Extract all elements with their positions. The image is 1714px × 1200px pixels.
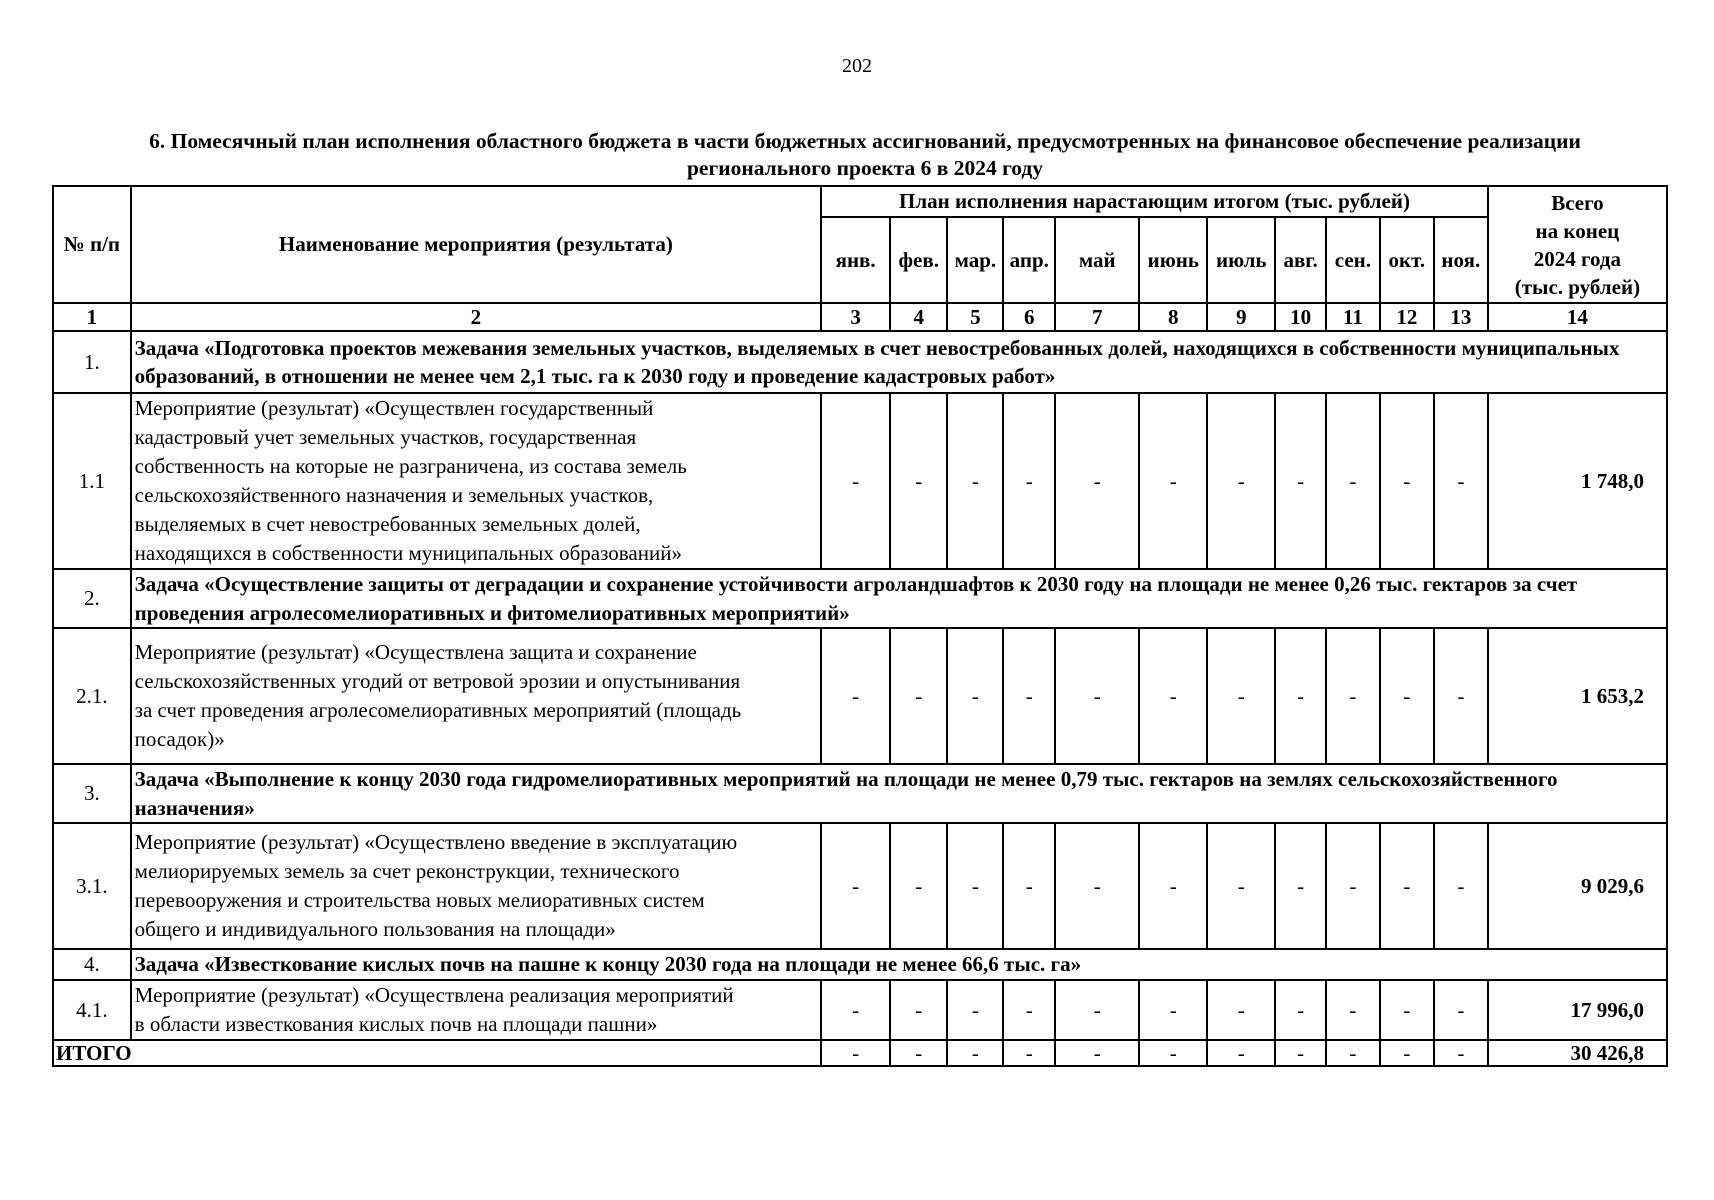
measure-row (53, 823, 1667, 949)
column-number: 9 (1207, 303, 1275, 331)
month-value: - (1434, 823, 1488, 949)
month-value: - (1207, 628, 1275, 764)
month-value: - (1207, 980, 1275, 1040)
month-value: - (1326, 628, 1380, 764)
task-row (53, 949, 1667, 980)
total-value: 17 996,0 (1488, 980, 1667, 1040)
header-month: сен. (1326, 217, 1380, 303)
month-value: - (1434, 980, 1488, 1040)
measure-title-line: находящихся в собственности муниципальных образований» (134, 541, 682, 565)
header-month: июль (1207, 217, 1275, 303)
row-number: 2.1. (53, 628, 131, 764)
month-value: - (1207, 393, 1275, 569)
month-value: - (1275, 980, 1326, 1040)
row-number: 4.1. (53, 980, 131, 1040)
itogo-month-value: - (1380, 1040, 1434, 1066)
task-row (53, 569, 1667, 628)
measure-title-line: Мероприятие (результат) «Осуществлен государственный (134, 396, 654, 420)
total-value: 1 653,2 (1488, 628, 1667, 764)
measure-title-line: перевооружения и строительства новых мелиоративных систем (134, 888, 705, 912)
month-value: - (1055, 823, 1139, 949)
measure-title (131, 393, 821, 569)
row-number: 4. (53, 949, 131, 980)
month-value: - (1434, 393, 1488, 569)
column-number: 14 (1488, 303, 1667, 331)
column-number: 8 (1139, 303, 1207, 331)
itogo-month-value: - (821, 1040, 890, 1066)
header-name: Наименование мероприятия (результата) (131, 186, 821, 303)
month-value: - (947, 980, 1003, 1040)
measure-title-line: сельскохозяйственных угодий от ветровой эрозии и опустынивания (134, 669, 741, 693)
column-number: 10 (1275, 303, 1326, 331)
month-value: - (1055, 980, 1139, 1040)
month-value: - (821, 393, 890, 569)
month-value: - (1275, 628, 1326, 764)
itogo-month-value: - (1434, 1040, 1488, 1066)
measure-title-line: Мероприятие (результат) «Осуществлена защита и сохранение (134, 640, 697, 664)
total-value: 1 748,0 (1488, 393, 1667, 569)
month-value: - (1326, 980, 1380, 1040)
row-number: 1. (53, 331, 131, 393)
measure-title-line: Мероприятие (результат) «Осуществлена реализация мероприятий (134, 983, 734, 1007)
task-title: Задача «Подготовка проектов межевания земельных участков, выделяемых в счет невостребованных долей, находящихся в собственности муниципальных образований, в отношении не менее чем 2,1 тыс. га к 2030 году и проведение кадастровых работ» (131, 331, 1667, 393)
month-value: - (1055, 628, 1139, 764)
itogo-total-value: 30 426,8 (1488, 1040, 1667, 1066)
measure-title (131, 823, 821, 949)
budget-plan-table (52, 185, 1668, 1067)
itogo-label: ИТОГО (53, 1040, 821, 1066)
header-month: окт. (1380, 217, 1434, 303)
column-number: 3 (821, 303, 890, 331)
measure-title-line: в области известкования кислых почв на площади пашни» (134, 1012, 658, 1036)
month-value: - (1380, 980, 1434, 1040)
header-month: мар. (947, 217, 1003, 303)
month-value: - (1434, 628, 1488, 764)
measure-title-line: сельскохозяйственного назначения и земельных участков, (134, 483, 654, 507)
month-value: - (947, 823, 1003, 949)
measure-title-line: посадок)» (134, 727, 225, 751)
measure-title-line: выделяемых в счет невостребованных земельных долей, (134, 512, 641, 536)
month-value: - (1003, 823, 1055, 949)
column-number: 2 (131, 303, 821, 331)
itogo-month-value: - (890, 1040, 947, 1066)
month-value: - (890, 980, 947, 1040)
month-value: - (947, 393, 1003, 569)
measure-title-line: мелиорируемых земель за счет реконструкции, технического (134, 859, 680, 883)
month-value: - (1275, 393, 1326, 569)
month-value: - (1380, 393, 1434, 569)
header-total (1488, 186, 1667, 303)
month-value: - (1380, 823, 1434, 949)
month-value: - (1326, 823, 1380, 949)
itogo-month-value: - (1055, 1040, 1139, 1066)
row-number: 2. (53, 569, 131, 628)
column-number: 6 (1003, 303, 1055, 331)
measure-title-line: общего и индивидуального пользования на площади» (134, 917, 616, 941)
header-total-line-2: на конец (1535, 218, 1620, 243)
itogo-month-value: - (947, 1040, 1003, 1066)
header-month: янв. (821, 217, 890, 303)
column-number: 11 (1326, 303, 1380, 331)
header-total-line-3: 2024 года (1533, 246, 1622, 271)
header-month: авг. (1275, 217, 1326, 303)
title-line-1: 6. Помесячный план исполнения областного бюджета в части бюджетных ассигнований, предусмотренных на финансовое обеспечение реализации (149, 129, 1581, 153)
itogo-month-value: - (1326, 1040, 1380, 1066)
month-value: - (890, 393, 947, 569)
row-number: 3. (53, 764, 131, 823)
itogo-month-value: - (1139, 1040, 1207, 1066)
month-value: - (1207, 823, 1275, 949)
header-num: № п/п (53, 186, 131, 303)
task-title: Задача «Выполнение к концу 2030 года гидромелиоративных мероприятий на площади не менее 0,79 тыс. гектаров на землях сельскохозяйственного назначения» (131, 764, 1667, 823)
title-line-2: регионального проекта 6 в 2024 году (686, 156, 1044, 180)
task-title: Задача «Известкование кислых почв на пашне к концу 2030 года на площади не менее 66,6 тыс. га» (131, 949, 1667, 980)
column-numbers-row (53, 303, 1667, 331)
month-value: - (1003, 628, 1055, 764)
header-month: ноя. (1434, 217, 1488, 303)
itogo-month-value: - (1207, 1040, 1275, 1066)
header-month: фев. (890, 217, 947, 303)
measure-title (131, 980, 821, 1040)
measure-row (53, 628, 1667, 764)
task-title: Задача «Осуществление защиты от деградации и сохранение устойчивости агроландшафтов к 2030 году на площади не менее 0,26 тыс. гектаров за счет проведения агролесомелиоративных и фитомелиоративных мероприятий» (131, 569, 1667, 628)
month-value: - (1326, 393, 1380, 569)
month-value: - (1380, 628, 1434, 764)
month-value: - (1139, 980, 1207, 1040)
month-value: - (1275, 823, 1326, 949)
measure-title-line: Мероприятие (результат) «Осуществлено введение в эксплуатацию (134, 830, 738, 854)
month-value: - (890, 628, 947, 764)
header-total-line-1: Всего (1551, 190, 1604, 215)
itogo-month-value: - (1003, 1040, 1055, 1066)
measure-title-line: за счет проведения агролесомелиоративных мероприятий (площадь (134, 698, 742, 722)
document-title (70, 128, 1660, 182)
month-value: - (1139, 393, 1207, 569)
measure-title (131, 628, 821, 764)
column-number: 7 (1055, 303, 1139, 331)
itogo-month-value: - (1275, 1040, 1326, 1066)
measure-title-line: кадастровый учет земельных участков, государственная (134, 425, 637, 449)
page-number: 202 (842, 55, 872, 77)
month-value: - (890, 823, 947, 949)
header-total-line-4: (тыс. рублей) (1514, 274, 1641, 299)
column-number: 12 (1380, 303, 1434, 331)
header-month: апр. (1003, 217, 1055, 303)
month-value: - (1055, 393, 1139, 569)
header-month: май (1055, 217, 1139, 303)
total-value: 9 029,6 (1488, 823, 1667, 949)
task-row (53, 764, 1667, 823)
month-value: - (947, 628, 1003, 764)
task-row (53, 331, 1667, 393)
header-month: июнь (1139, 217, 1207, 303)
month-value: - (1139, 823, 1207, 949)
measure-row (53, 980, 1667, 1040)
month-value: - (821, 628, 890, 764)
measure-title-line: собственность на которые не разграничена, из состава земель (134, 454, 687, 478)
month-value: - (821, 823, 890, 949)
row-number: 1.1 (53, 393, 131, 569)
column-number: 5 (947, 303, 1003, 331)
month-value: - (1139, 628, 1207, 764)
column-number: 4 (890, 303, 947, 331)
row-number: 3.1. (53, 823, 131, 949)
header-plan-group: План исполнения нарастающим итогом (тыс. рублей) (821, 186, 1488, 217)
month-value: - (1003, 980, 1055, 1040)
column-number: 1 (53, 303, 131, 331)
measure-row (53, 393, 1667, 569)
month-value: - (1003, 393, 1055, 569)
month-value: - (821, 980, 890, 1040)
column-number: 13 (1434, 303, 1488, 331)
itogo-row (53, 1040, 1667, 1066)
